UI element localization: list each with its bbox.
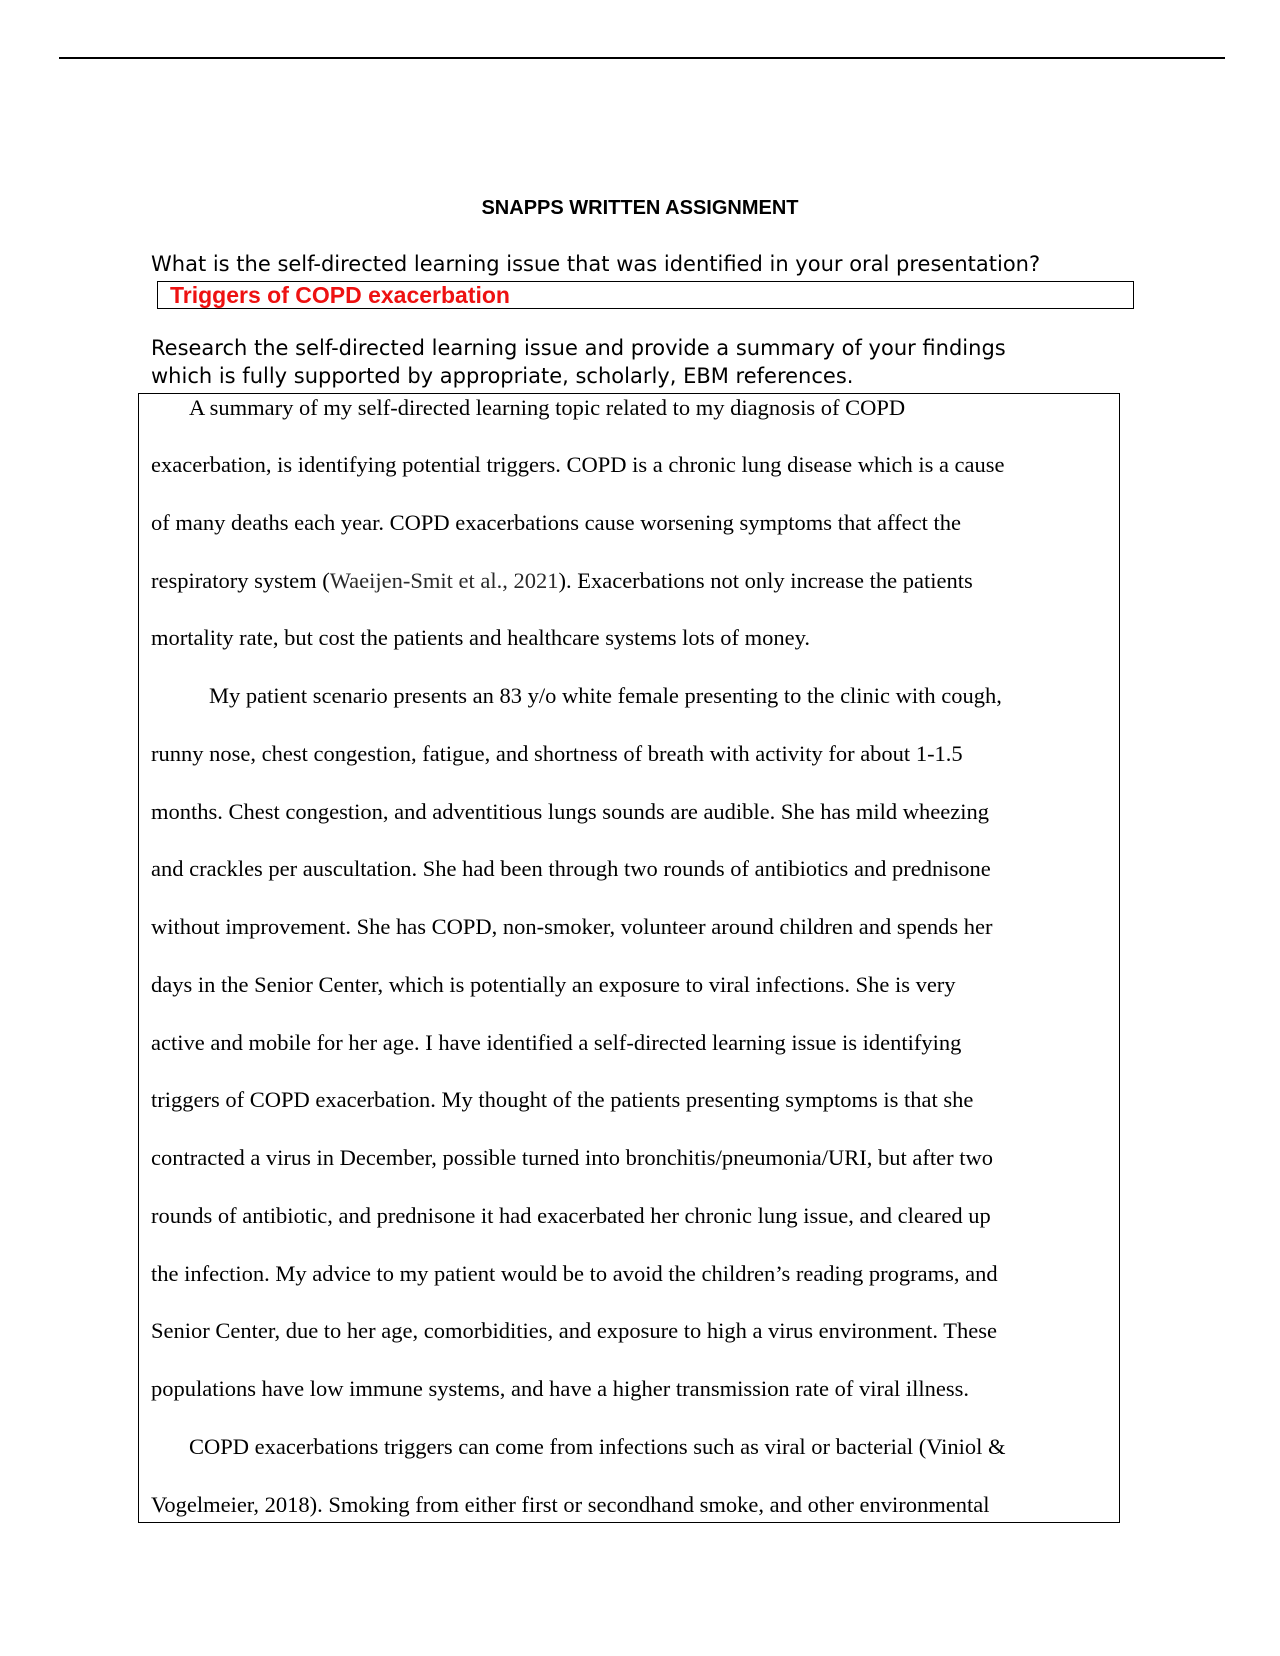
learning-issue-answer-box[interactable] [157,281,1134,309]
summary-line-11: days in the Senior Center, which is potentially an exposure to viral infections. She is very [151,972,956,997]
summary-answer-box[interactable] [138,393,1120,1523]
summary-line-7: runny nose, chest congestion, fatigue, and shortness of breath with activity for about 1-1.5 [151,741,963,766]
summary-line-14: contracted a virus in December, possible turned into bronchitis/pneumonia/URI, but after two [151,1145,994,1170]
summary-line-10: without improvement. She has COPD, non-smoker, volunteer around children and spends her [151,914,993,939]
summary-line-3: of many deaths each year. COPD exacerbations cause worsening symptoms that affect the [151,510,961,535]
summary-line-17: Senior Center, due to her age, comorbidities, and exposure to high a virus environment. These [151,1318,997,1343]
learning-issue-answer: Triggers of COPD exacerbation [170,282,510,308]
summary-line-1: A summary of my self-directed learning topic related to my diagnosis of COPD [189,395,906,420]
summary-line-19: COPD exacerbations triggers can come from infections such as viral or bacterial (Viniol & [189,1434,1006,1459]
question-learning-issue: What is the self-directed learning issue that was identified in your oral presentation? [151,252,1041,276]
question-research-line-2: which is fully supported by appropriate, scholarly, EBM references. [151,364,854,388]
summary-line-13: triggers of COPD exacerbation. My thought of the patients presenting symptoms is that she [151,1087,974,1112]
summary-line-2: exacerbation, is identifying potential triggers. COPD is a chronic lung disease which is a cause [151,452,1005,477]
citation-waeijen-smit: Waeijen-Smit et al., 2021 [329,568,559,593]
question-research-line-1: Research the self-directed learning issue and provide a summary of your findings [151,336,1006,360]
summary-line-5: mortality rate, but cost the patients and healthcare systems lots of money. [151,625,810,650]
summary-line-9: and crackles per auscultation. She had been through two rounds of antibiotics and prednisone [151,856,991,881]
summary-line-20: Vogelmeier, 2018). Smoking from either first or secondhand smoke, and other environmental [151,1492,990,1517]
document-title: SNAPPS WRITTEN ASSIGNMENT [481,197,799,219]
summary-line-4 [151,566,973,596]
summary-line-16: the infection. My advice to my patient would be to avoid the children’s reading programs, and [151,1261,998,1286]
summary-line-18: populations have low immune systems, and have a higher transmission rate of viral illness. [151,1376,969,1401]
summary-line-4-start: respiratory system ( [151,568,330,593]
header-rule [59,57,1225,59]
summary-line-12: active and mobile for her age. I have identified a self-directed learning issue is identifying [151,1030,962,1055]
summary-line-4-end: ). Exacerbations not only increase the patients [558,568,973,593]
summary-line-15: rounds of antibiotic, and prednisone it had exacerbated her chronic lung issue, and cleared up [151,1203,991,1228]
summary-line-8: months. Chest congestion, and adventitious lungs sounds are audible. She has mild wheezing [151,799,990,824]
summary-line-6: My patient scenario presents an 83 y/o white female presenting to the clinic with cough, [209,683,1002,708]
